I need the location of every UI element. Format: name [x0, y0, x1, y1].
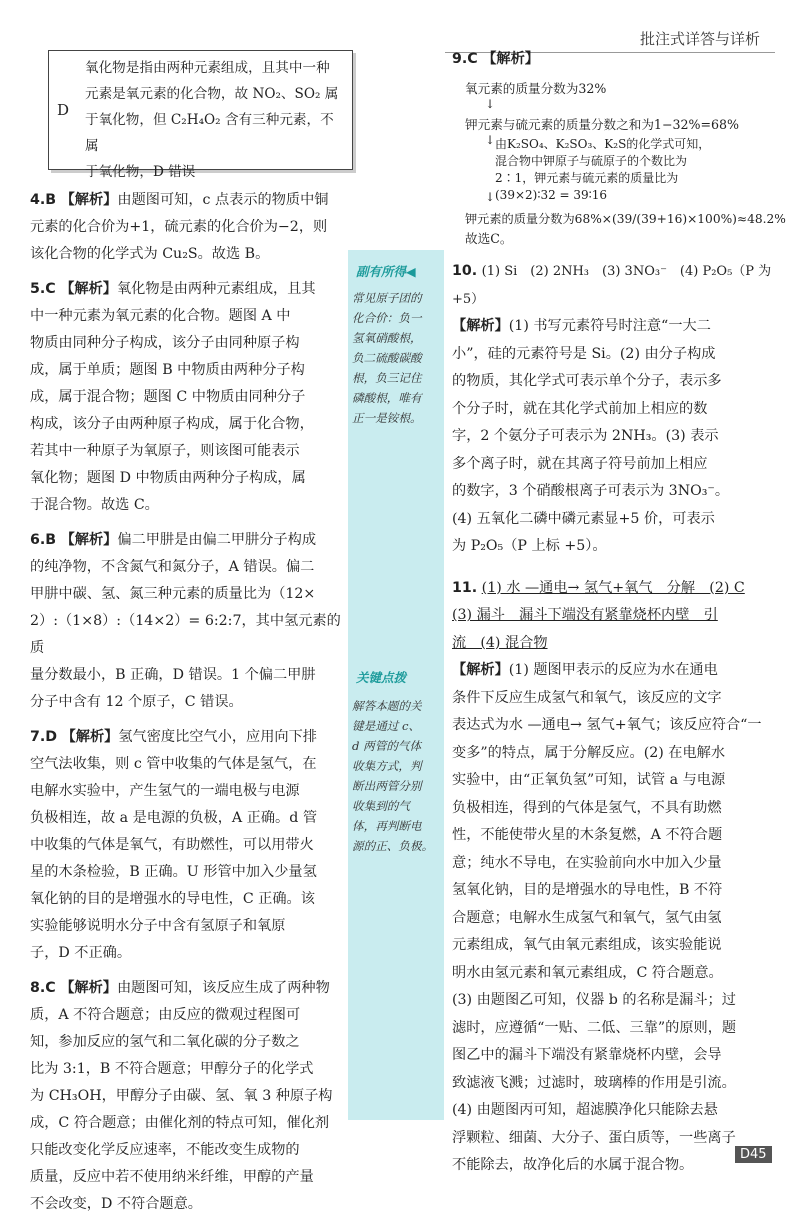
- q8-line: 不会改变，D 不符合题意。: [30, 1196, 202, 1212]
- q7-line: 子，D 不正确。: [30, 945, 132, 961]
- q10-line: 为 P₂O₅（P 上标 +5）。: [452, 538, 607, 554]
- side-note-line: 键是通过 c、: [352, 719, 421, 733]
- side-note-line: 正一是铵根。: [352, 411, 422, 425]
- q9-flow-note: [495, 136, 710, 204]
- q6-line: 2）:（1×8）:（14×2）= 6:2:7，其中氢元素的质: [30, 613, 341, 656]
- right-column: [452, 258, 782, 1180]
- q5-line: 构成，该分子由两种原子构成，属于化合物，: [30, 416, 314, 432]
- q11-answer-line: 流 (4) 混合物: [452, 634, 548, 651]
- q10-answer: (1) Si (2) 2NH₃ (3) 3NO₃⁻ (4) P₂O₅（P 为 +5）: [452, 264, 772, 307]
- q11-line: 负极相连，得到的气体是氢气，不具有助燃: [452, 799, 722, 816]
- q11-line: 明水由氢元素和氧元素组成，C 符合题意。: [452, 964, 723, 981]
- q7-answer: D: [45, 729, 58, 745]
- q10-line: 的物质，其化学式可表示单个分子，表示多: [452, 373, 722, 389]
- q11-line: (4) 由题图丙可知，超滤膜净化只能除去悬: [452, 1102, 718, 1118]
- q6-line: 甲肼中碳、氢、氮三种元素的质量比为（12×: [30, 586, 316, 602]
- down-arrow-icon: ↓: [485, 133, 496, 147]
- q8-label: 【解析】: [60, 980, 117, 996]
- q11-line: 浮颗粒、细菌、大分子、蛋白质等，一些离子: [452, 1129, 736, 1146]
- q5-line: 中一种元素为氧元素的化合物。题图 A 中: [30, 308, 291, 324]
- side-note-line: 体，再判断电: [352, 819, 422, 833]
- q9-flow-note-line: 由K₂SO₄、K₂SO₃、K₂S的化学式可知，: [495, 137, 711, 151]
- q8-answer: C: [45, 980, 56, 996]
- q5-line: 氧化物是由两种元素组成，且其: [116, 281, 316, 297]
- q5-line: 成，属于单质；题图 B 中物质由两种分子构: [30, 362, 305, 378]
- q10-line: (4) 五氧化二磷中磷元素显+5 价，可表示: [452, 510, 715, 527]
- q11-number: 11.: [452, 579, 478, 596]
- q8-line: 知，参加反应的氢气和二氧化碳的分子数之: [30, 1034, 300, 1050]
- q11-line: 图乙中的漏斗下端没有紧靠烧杯内壁，会导: [452, 1047, 722, 1063]
- q5-line: 于混合物。故选 C。: [30, 497, 159, 513]
- side-note-line: 磷酸根，唯有: [352, 391, 422, 405]
- q6-line: 量分数最小，B 正确，D 错误。1 个偏二甲肼: [30, 667, 316, 683]
- q6-line: 偏二甲肼是由偏二甲肼分子构成: [117, 532, 317, 548]
- q9-flow-note-line: 混合物中钾原子与硫原子的个数比为: [495, 154, 688, 168]
- side-note-line: d 两管的气体: [352, 739, 422, 753]
- q11-line: 表达式为水 —通电→ 氢气+氧气；该反应符合“一: [452, 717, 762, 733]
- q9-flow-note-line: 2∶1，钾元素与硫元素的质量比为: [495, 171, 679, 185]
- q5-line: 物质由同种分子构成，该分子由同种原子构: [30, 335, 300, 351]
- q7-line: 空气法收集，则 c 管中收集的气体是氢气，在: [30, 756, 317, 772]
- q11-line: 元素组成，氧气由氧元素组成，该实验能说: [452, 937, 722, 953]
- q4-label: 【解析】: [60, 192, 118, 208]
- side-note-line: 负二硫酸碳酸: [352, 351, 422, 365]
- q8-line: 质量，反应中若不使用纳米纤维，甲醇的产量: [30, 1169, 314, 1185]
- q11-label: 【解析】: [452, 662, 509, 678]
- q11-line: 滤时，应遵循“一贴、二低、三靠”的原则，题: [452, 1019, 737, 1036]
- q8-line: 成，C 符合题意；由催化剂的特点可知，催化剂: [30, 1115, 330, 1131]
- question-4: [30, 187, 350, 268]
- question-7: [30, 724, 350, 967]
- side-note-line: 根，负三记住: [352, 371, 422, 385]
- q9-flow-step: 氧元素的质量分数为32%: [465, 81, 607, 96]
- q11-line: 变多”的特点，属于分解反应。(2) 在电解水: [452, 744, 726, 761]
- side-note-line: 化合价：负一: [352, 311, 422, 325]
- q11-answer-line: (3) 漏斗 漏斗下端没有紧靠烧杯内壁 引: [452, 607, 718, 623]
- q11-answer-line: (1) 水 —通电→ 氢气+氧气 分解 (2) C: [481, 579, 745, 596]
- q11-line: 条件下反应生成氢气和氧气，该反应的文字: [452, 689, 722, 706]
- q9-flow-step: 故选C。: [465, 231, 513, 246]
- q5-number: 5.: [30, 281, 46, 297]
- box-line: 于氧化物，但 C₂H₄O₂ 含有三种元素，不属: [85, 112, 334, 154]
- q6-label: 【解析】: [60, 532, 118, 548]
- q7-number: 7.: [30, 729, 46, 745]
- q11-line: (1) 题图甲表示的反应为水在通电: [508, 662, 718, 678]
- side-note-line: 解答本题的关: [352, 699, 422, 713]
- q8-line: 比为 3:1，B 不符合题意；甲醇分子的化学式: [30, 1061, 314, 1077]
- side-note-line: 断出两管分别: [352, 779, 422, 793]
- page-header: 批注式详答与详析: [639, 30, 760, 48]
- side-note-line: 收集方式，判: [352, 759, 422, 773]
- q5-line: 成，属于混合物；题图 C 中物质由同种分子: [30, 389, 306, 405]
- down-arrow-icon: ↓: [485, 97, 496, 111]
- q11-line: 实验中，由“正氧负氢”可知，试管 a 与电源: [452, 772, 726, 788]
- q11-line: 不能除去，故净化后的水属于混合物。: [452, 1157, 694, 1173]
- q9-flow-note-line: (39×2)∶32 = 39∶16: [495, 188, 608, 202]
- down-arrow-icon: ↓: [485, 190, 496, 204]
- q11-line: 氢氧化钠，目的是增强水的导电性，B 不符: [452, 882, 723, 898]
- q7-line: 氧化钠的目的是增强水的导电性，C 正确。该: [30, 891, 315, 907]
- q4-number: 4.: [30, 192, 46, 208]
- q7-line: 氢气密度比空气小，应用向下排: [118, 729, 317, 745]
- q4-line: 由题图可知，c 点表示的物质中铜: [117, 192, 329, 208]
- q9-number: 9.: [452, 51, 468, 67]
- q6-number: 6.: [30, 532, 46, 548]
- box-line: 于氧化物，D 错误: [85, 164, 196, 180]
- q8-line: 由题图可知，该反应生成了两种物: [116, 980, 330, 996]
- question-6: [30, 527, 350, 716]
- q10-line: 小”，硅的元素符号是 Si。(2) 由分子构成: [452, 345, 716, 362]
- q8-line: 质，A 不符合题意；由反应的微观过程图可: [30, 1007, 301, 1023]
- q10-line: 多个离子时，就在其离子符号前加上相应: [452, 455, 708, 472]
- q11-line: 性，不能使带火星的木条复燃，A 不符合题: [452, 827, 723, 843]
- q5-label: 【解析】: [60, 281, 117, 297]
- q7-line: 中收集的气体是氧气，有助燃性，可以用带火: [30, 837, 314, 853]
- left-column: [30, 187, 350, 1218]
- q7-line: 实验能够说明水分子中含有氢原子和氧原: [30, 918, 286, 934]
- side-note-1-title: 副有所得◀: [356, 264, 416, 279]
- q7-line: 星的木条检验，B 正确。U 形管中加入少量氢: [30, 864, 317, 880]
- q4-answer: B: [45, 192, 57, 208]
- question-5: [30, 276, 350, 519]
- q4-line: 该化合物的化学式为 Cu₂S。故选 B。: [30, 246, 270, 262]
- question-10: [452, 258, 782, 561]
- side-note-line: 源的正、负极。: [352, 839, 434, 853]
- q8-number: 8.: [30, 980, 46, 996]
- side-note-1: [352, 288, 442, 428]
- side-note-2: [352, 696, 442, 856]
- q4-line: 元素的化合价为+1，硫元素的化合价为−2，则: [30, 219, 328, 235]
- side-note-line: 氢氧硝酸根，: [352, 331, 422, 345]
- q10-line: (1) 书写元素符号时注意“一大二: [508, 318, 711, 334]
- q7-label: 【解析】: [61, 729, 119, 745]
- q10-number: 10.: [452, 263, 478, 279]
- option-d-box: [48, 50, 353, 180]
- q11-line: 致滤液飞溅；过滤时，玻璃棒的作用是引流。: [452, 1074, 736, 1091]
- q9-flow-step: 钾元素的质量分数为68%×(39/(39+16)×100%)≈48.2%: [465, 212, 786, 226]
- q11-line: (3) 由题图乙可知，仪器 b 的名称是漏斗；过: [452, 992, 736, 1008]
- question-8: [30, 975, 350, 1218]
- side-note-2-title: 关键点拨: [356, 670, 407, 685]
- side-note-line: 收集到的气: [352, 799, 410, 813]
- q7-line: 电解水实验中，产生氢气的一端电极与电源: [30, 783, 300, 799]
- q9-flow-step: 钾元素与硫元素的质量分数之和为1−32%=68%: [465, 117, 740, 132]
- page-number: D45: [735, 1146, 772, 1163]
- q11-line: 意；纯水不导电，在实验前向水中加入少量: [452, 854, 722, 871]
- q6-line: 分子中含有 12 个原子，C 错误。: [30, 694, 243, 710]
- q11-line: 合题意；电解水生成氢气和氧气，氢气由氢: [452, 909, 722, 926]
- q10-label: 【解析】: [452, 318, 509, 334]
- q9-label: 【解析】: [482, 51, 539, 67]
- q8-line: 只能改变化学反应速率，不能改变生成物的: [30, 1142, 300, 1158]
- q8-line: 为 CH₃OH，甲醇分子由碳、氢、氧 3 种原子构: [30, 1088, 333, 1104]
- q5-line: 氧化物；题图 D 中物质由两种分子构成，属: [30, 470, 306, 486]
- q10-line: 字，2 个氨分子可表示为 2NH₃。(3) 表示: [452, 428, 719, 444]
- side-note-line: 常见原子团的: [352, 291, 422, 305]
- box-line: 氧化物是指由两种元素组成，且其中一种: [85, 60, 330, 76]
- q10-line: 个分子时，就在其化学式前加上相应的数: [452, 400, 708, 417]
- q6-answer: B: [45, 532, 57, 548]
- q6-line: 的纯净物，不含氮气和氮分子，A 错误。偏二: [30, 559, 315, 575]
- q7-line: 负极相连，故 a 是电源的负极，A 正确。d 管: [30, 810, 318, 826]
- q5-line: 若其中一种原子为氧原子，则该图可能表示: [30, 443, 300, 459]
- box-line: 元素是氧元素的化合物，故 NO₂、SO₂ 属: [85, 86, 339, 102]
- q5-answer: C: [45, 281, 56, 297]
- question-11: [452, 575, 782, 1180]
- q9-answer: C: [467, 51, 478, 67]
- q10-line: 的数字，3 个硝酸根离子可表示为 3NO₃⁻。: [452, 483, 730, 499]
- option-d-tag: D: [57, 101, 70, 119]
